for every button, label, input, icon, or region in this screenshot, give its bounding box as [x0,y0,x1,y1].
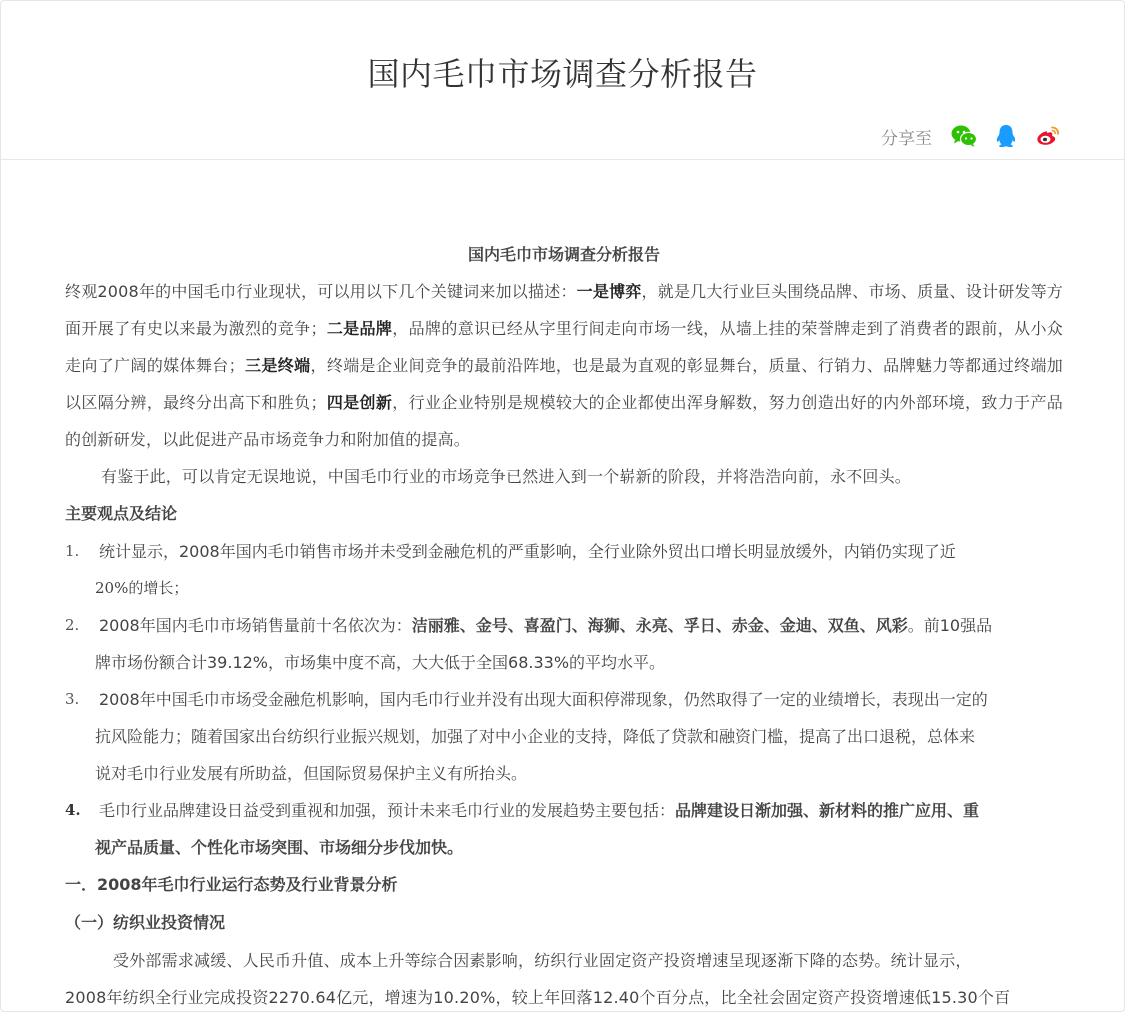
intro-text: ，终端是企业间竞争的最前沿阵地，也是最为直观的彰显舞台，质量、行销力、品牌魅力等都通过终端加以区隔分辨，最终分出高下和胜负； [65,356,1064,412]
list-text: 。前10强品 [907,616,993,635]
article-body [65,237,1063,1016]
article-title: 国内毛巾市场调查分析报告 [467,245,660,264]
intro-text: ，就是几大行业巨头围绕品牌、市场、质量、设计研发等方面开展了有史以来最为激烈的竞争； [65,282,1063,338]
section-heading: 一．2008年毛巾行业运行态势及行业背景分析 [65,875,398,894]
page-title: 国内毛巾市场调查分析报告 [367,55,758,93]
wechat-icon[interactable] [950,122,978,150]
list-number: 2. [65,616,80,634]
list-number: 3. [65,690,80,708]
subsection-heading: （一）纺织业投资情况 [65,913,226,932]
share-label: 分享至 [881,128,932,149]
intro-text: ，品牌的意识已经从字里行间走向市场一线，从墙上挂的荣誉牌走到了消费者的跟前，从小众走向了广阔的媒体舞台； [65,319,1064,375]
trend-list: 品牌建设日渐加强、新材料的推广应用、重 [675,801,980,820]
list-item [65,607,1063,681]
intro-text: 终观2008年的中国毛巾行业现状，可以用以下几个关键词来加以描述： [65,282,577,301]
list-item [65,533,1063,607]
brand-list: 洁丽雅、金号、喜盈门、海狮、永亮、孚日、赤金、金迪、双鱼、风彩 [411,616,908,635]
list-number: 1. [65,542,80,560]
intro-paragraph [65,273,1063,458]
intro-text: ，行业企业特别是规模较大的企业都使出浑身解数，努力创造出好的内外部环境，致力于产品的创新研发，以此促进产品市场竞争力和附加值的提高。 [65,393,1064,449]
list-text: 2008年中国毛巾市场受金融危机影响，国内毛巾行业并没有出现大面积停滞现象，仍然取得了一定的业绩增长，表现出一定的 [99,690,988,709]
list-text: 20%的增长； [95,579,189,597]
keyword: 三是终端 [244,356,311,375]
conclusions-heading: 主要观点及结论 [65,504,178,523]
article-header [1,1,1124,160]
list-item [65,792,1063,866]
list-item [65,681,1063,792]
trend-list: 视产品质量、个性化市场突围、市场细分步伐加快。 [95,838,464,857]
list-text: 牌市场份额合计39.12%，市场集中度不高，大大低于全国68.33%的平均水平。 [95,653,666,672]
list-text [95,792,1063,829]
keyword: 二是品牌 [326,319,393,338]
list-number: 4. [65,801,81,819]
body-paragraph: 2008年纺织全行业完成投资2270.64亿元，增速为10.20%，较上年回落12.40个百分点，比全社会固定资产投资增速低15.30个百 [65,988,1011,1007]
share-bar [881,122,1062,150]
qq-icon[interactable] [992,122,1020,150]
list-text: 毛巾行业品牌建设日益受到重视和加强，预计未来毛巾行业的发展趋势主要包括： [99,801,676,820]
body-paragraph: 受外部需求减缓、人民币升值、成本上升等综合因素影响，纺织行业固定资产投资增速呈现逐渐下降的态势。统计显示， [113,951,972,970]
list-text: 说对毛巾行业发展有所助益，但国际贸易保护主义有所抬头。 [95,764,528,783]
keyword: 一是博弈 [576,282,642,301]
list-text: 2008年国内毛巾市场销售量前十名依次为： [99,616,412,635]
list-text: 统计显示，2008年国内毛巾销售市场并未受到金融危机的严重影响，全行业除外贸出口增长明显放缓外，内销仍实现了近 [99,542,956,561]
intro-paragraph-2: 有鉴于此，可以肯定无误地说，中国毛巾行业的市场竞争已然进入到一个崭新的阶段，并将浩浩向前，永不回头。 [101,467,912,486]
list-text: 抗风险能力；随着国家出台纺织行业振兴规划，加强了对中小企业的支持，降低了贷款和融资门槛，提高了出口退税，总体来 [95,727,976,746]
keyword: 四是创新 [326,393,393,412]
list-text [95,607,1063,644]
weibo-icon[interactable] [1034,122,1062,150]
